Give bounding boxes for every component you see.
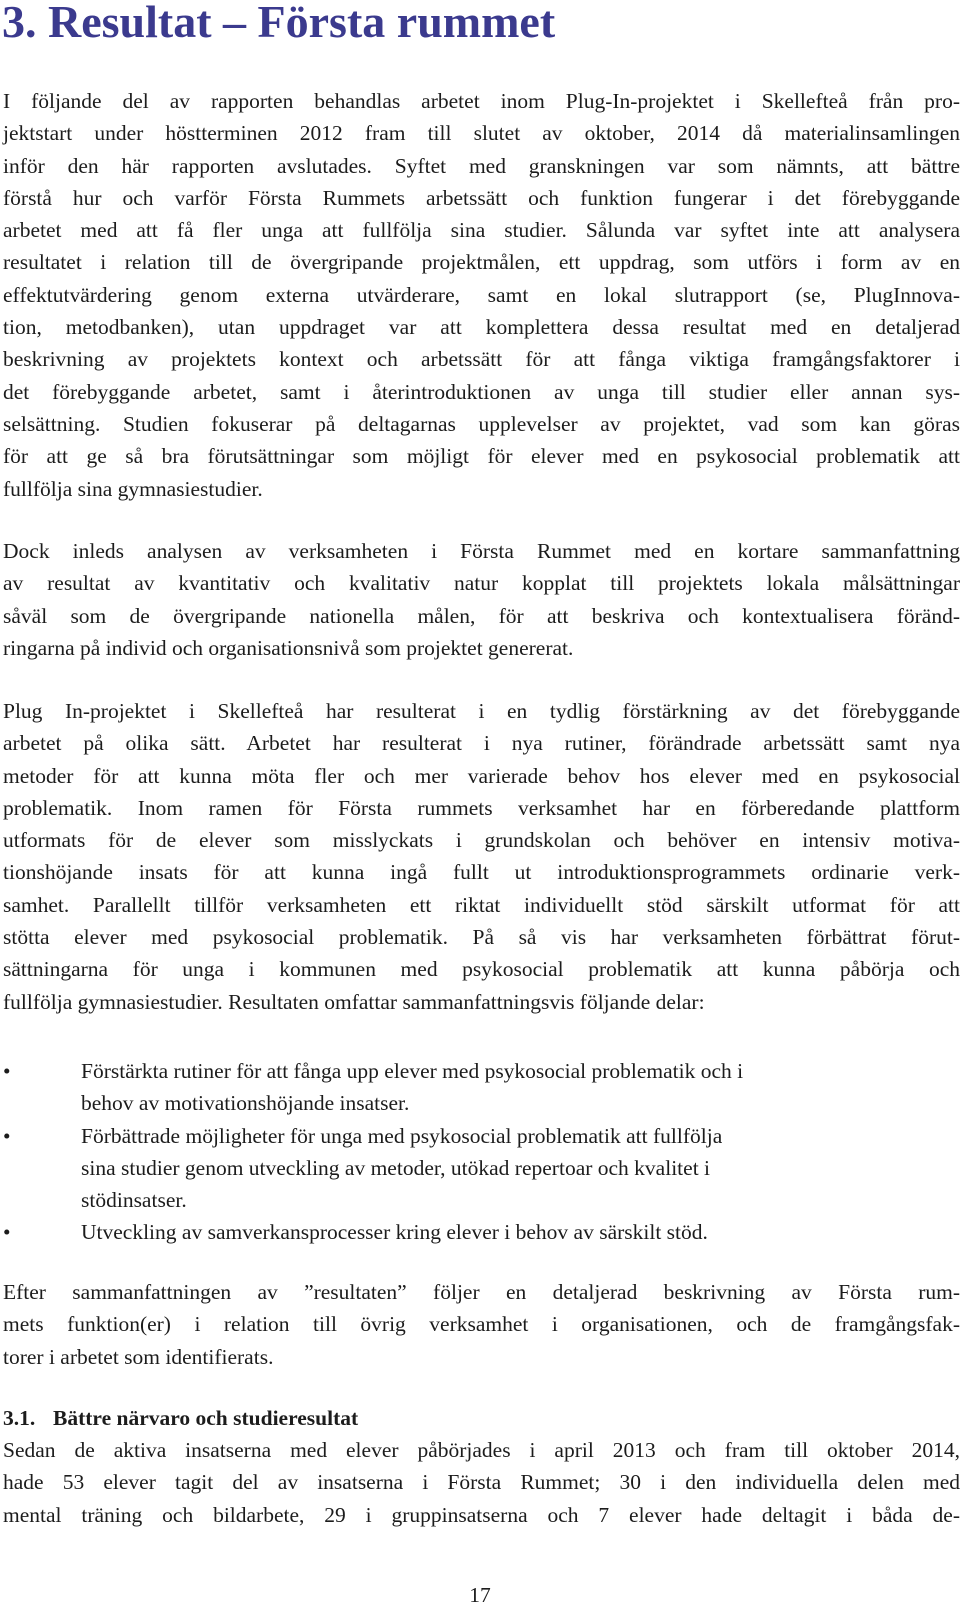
text-line: tion, metodbanken), utan uppdraget var att komplettera dessa resultat med en detaljerad <box>3 315 960 340</box>
list-item <box>0 1055 960 1120</box>
section-title: Bättre närvaro och studieresultat <box>53 1406 359 1430</box>
text-line: Utveckling av samverkansprocesser kring elever i behov av särskilt stöd. <box>81 1220 708 1245</box>
text-line: samhet. Parallellt tillför verksamheten ett riktat individuellt stöd särskilt utformat för att <box>3 892 960 917</box>
text-line: sättningarna för unga i kommunen med psykosocial problematik att kunna påbörja och <box>3 957 960 982</box>
text-line: problematik. Inom ramen för Första rummets verksamhet har en förberedande plattform <box>3 795 960 820</box>
text-line: I följande del av rapporten behandlas arbetet inom Plug-In-projektet i Skellefteå från pro- <box>3 89 960 113</box>
text-line: resultatet i relation till de övergripande projektmålen, ett uppdrag, som utförs i form av en <box>3 250 960 275</box>
text-line: mets funktion(er) i relation till övrig verksamhet i organisationen, och de framgångsfak- <box>3 1312 960 1337</box>
text-line: Efter sammanfattningen av ”resultaten” följer en detaljerad beskrivning av Första rum- <box>3 1280 960 1304</box>
text-line: Plug In-projektet i Skellefteå har resulterat i en tydlig förstärkning av det förebyggande <box>3 699 960 723</box>
text-line: torer i arbetet som identifierats. <box>3 1344 274 1369</box>
text-line: Dock inleds analysen av verksamheten i Första Rummet med en kortare sammanfattning <box>3 539 960 563</box>
text-line: arbetet på olika sätt. Arbetet har resulterat i nya rutiner, förändrade arbetssätt samt nya <box>3 731 960 756</box>
text-line: effektutvärdering genom externa utvärderare, samt en lokal slutrapport (se, PlugInnova- <box>3 282 960 307</box>
paragraph-followup <box>3 1276 960 1373</box>
section-heading <box>3 1402 358 1434</box>
paragraph-analysis <box>3 535 960 664</box>
text-line: förstå hur och varför Första Rummets arbetssätt och funktion fungerar i det förebyggande <box>3 185 960 210</box>
text-line: såväl som de övergripande nationella målen, för att beskriva och kontextualisera föränd- <box>3 603 960 628</box>
text-line: för att ge så bra förutsättningar som möjligt för elever med en psykosocial problematik att <box>3 444 960 469</box>
section-number: 3.1. <box>3 1406 36 1430</box>
page-title: 3. Resultat – Första rummet <box>2 0 556 47</box>
page-number: 17 <box>469 1583 491 1607</box>
text-line: hade 53 elever tagit del av insatserna i Första Rummet; 30 i den individuella delen med <box>3 1470 960 1495</box>
bullet-icon: • <box>3 1220 11 1245</box>
text-line: Sedan de aktiva insatserna med elever påbörjades i april 2013 och fram till oktober 2014, <box>3 1438 960 1462</box>
text-line: det förebyggande arbetet, samt i återintroduktionen av unga till studier eller annan sys- <box>3 379 960 404</box>
text-line: fullfölja sina gymnasiestudier. <box>3 476 263 501</box>
results-list <box>0 1055 960 1249</box>
text-line: arbetet med att få fler unga att fullfölja sina studier. Sålunda var syftet inte att analysera <box>3 218 960 243</box>
list-item <box>0 1120 960 1217</box>
text-line: sina studier genom utveckling av metoder, utökad repertoar och kvalitet i <box>81 1155 711 1180</box>
text-line: fullfölja gymnasiestudier. Resultaten omfattar sammanfattningsvis följande delar: <box>3 989 705 1014</box>
text-line: behov av motivationshöjande insatser. <box>81 1091 410 1116</box>
text-line: selsättning. Studien fokuserar på deltagarnas upplevelser av projektet, vad som kan göras <box>3 411 960 436</box>
text-line: jektstart under höstterminen 2012 fram till slutet av oktober, 2014 då materialinsamlingen <box>3 121 960 146</box>
paragraph-attendance <box>3 1434 960 1531</box>
text-line: Förstärkta rutiner för att fånga upp elever med psykosocial problematik och i <box>81 1059 744 1083</box>
text-line: inför den här rapporten avslutades. Syftet med granskningen var som nämnts, att bättre <box>3 153 960 178</box>
text-line: stötta elever med psykosocial problematik. På så vis har verksamheten förbättrat förut- <box>3 925 960 950</box>
text-line: Förbättrade möjligheter för unga med psykosocial problematik att fullfölja <box>81 1123 723 1148</box>
text-line: av resultat av kvantitativ och kvalitativ natur kopplat till projektets lokala målsättningar <box>3 571 960 596</box>
bullet-icon: • <box>3 1059 11 1083</box>
paragraph-intro <box>3 85 960 505</box>
list-item <box>0 1216 960 1248</box>
text-line: stödinsatser. <box>81 1188 187 1213</box>
text-line: ringarna på individ och organisationsnivå som projektet genererat. <box>3 635 574 660</box>
text-line: metoder för att kunna möta fler och mer varierade behov hos elever med en psykosocial <box>3 763 960 788</box>
bullet-icon: • <box>3 1123 11 1148</box>
text-line: tionshöjande insats för att kunna ingå fullt ut introduktionsprogrammets ordinarie verk- <box>3 860 960 885</box>
text-line: mental träning och bildarbete, 29 i gruppinsatserna och 7 elever hade deltagit i båda de- <box>3 1502 960 1527</box>
paragraph-results <box>3 695 960 1018</box>
text-line: beskrivning av projektets kontext och arbetssätt för att fånga viktiga framgångsfaktorer i <box>3 347 960 372</box>
text-line: utformats för de elever som misslyckats i grundskolan och behöver en intensiv motiva- <box>3 828 960 853</box>
